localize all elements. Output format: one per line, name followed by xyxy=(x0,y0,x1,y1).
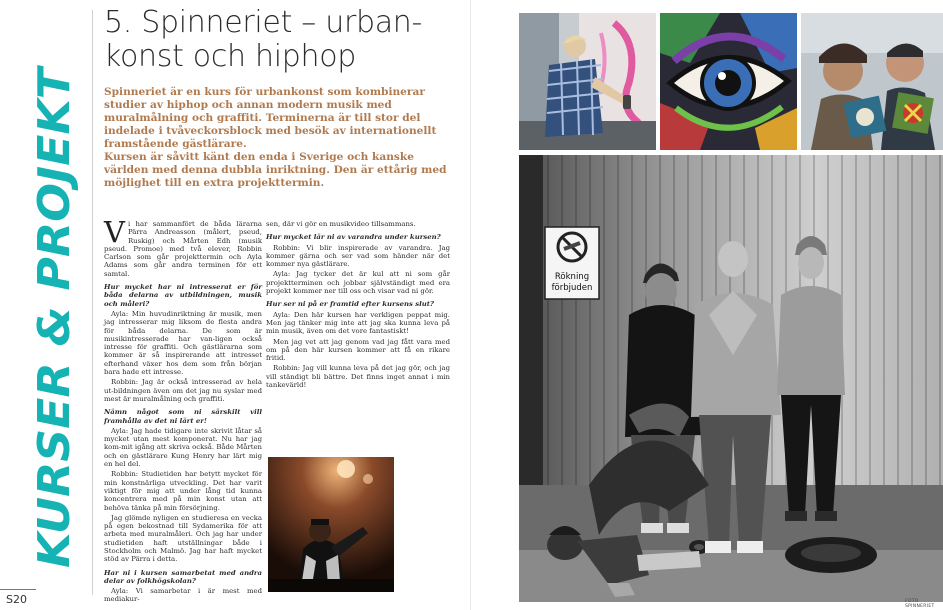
answer-5: Ayla: Den här kursen har verkligen peppat mig. Men jag tänker mig inte att jag ska kunna leva på min musik, även om det vore fantastiskt! xyxy=(266,310,450,336)
folio-rule xyxy=(0,589,36,590)
intro-paragraph xyxy=(104,215,262,278)
sign-line-2: förbjuden xyxy=(551,283,593,293)
graffiti-eye-photo xyxy=(660,13,797,150)
answer-2: Ayla: Jag hade tidigare inte skrivit låtar så mycket utan mest komponerat. Nu har jag kom-mit igång att skriva också. Både Mårten och en gästlärare Kung Henry har lärt mig en hel del. xyxy=(104,426,262,469)
answer-4b: Ayla: Jag tycker det är kul att ni som går projektterminen och jobbar självständigt med era projekt kommer ner till oss och visar vad ni gör. xyxy=(266,270,450,296)
concert-photo xyxy=(268,457,394,592)
graffiti-artist-photo xyxy=(519,13,656,150)
answer-5b: Men jag vet att jag genom vad jag fått vara med om på den här kursen kommer att få en rikare fritid. xyxy=(266,337,450,363)
column-rule xyxy=(92,10,93,595)
question-1: Hur mycket har ni intresserat er för båda delarna av utbildningen, musik och måleri? xyxy=(104,283,262,308)
answer-4: Robbin: Vi blir inspirerade av varandra. Jag kommer gärna och ser vad som händer när det kommer nya gästlärare. xyxy=(266,243,450,269)
body-column-2 xyxy=(266,220,450,391)
answer-1: Ayla: Min huvudinriktning är musik, men jag intresserar mig liksom de flesta andra för båda delarna. De som är musikintresserade har van-ligen också intresse för graffiti. Och gästlärarna som kommer är så inspirerande att intresset efterhand växer hos dem som från början bara hade ett intresse. xyxy=(104,309,262,377)
artists-with-records-photo xyxy=(801,13,943,150)
body-column-1 xyxy=(104,215,262,606)
right-page xyxy=(471,0,943,610)
section-label-graphic xyxy=(28,55,80,575)
lead-paragraph-1: Spinneriet är en kurs för urbankonst som kombinerar studier av hiphop och annan modern musik med muralmålning och graffiti. Terminerna är till stor del indelade i tvåveckorsblock med besök av internationellt framstående gästlärare. xyxy=(104,86,437,150)
answer-1b: Robbin: Jag är också intresserad av hela ut-bildningen även om det jag nu syslar med mest är muralmålning och graffiti. xyxy=(104,378,262,403)
page-number: S20 xyxy=(6,593,27,606)
question-2: Nämn något som ni särskilt vill framhålla av det ni lärt er! xyxy=(104,408,262,425)
photo-credit: FOTO SPINNERIET xyxy=(905,599,935,609)
left-page xyxy=(0,0,471,610)
section-label-text: KURSER & PROJEKT xyxy=(29,87,80,568)
question-4: Hur mycket lär ni av varandra under kursen? xyxy=(266,233,441,242)
question-5: Hur ser ni på er framtid efter kursens slut? xyxy=(266,300,434,309)
answer-2c: Jag glömde nyligen en studieresa en vecka på egen bekostnad till Sydamerika för att arbeta med muralmåleri. Och jag har under studietiden haft utställningar både i Stockholm och Malmö. Jag har haft mycket stöd av Pärra i detta. xyxy=(104,513,262,564)
lead-paragraph-2: Kursen är såvitt känt den enda i Sverige och kanske världen med denna dubbla inriktning. Den är ettårig med möjlighet till en extra projekttermin. xyxy=(104,151,447,189)
answer-2b: Robbin: Studietiden har betytt mycket för min konstnärliga utveckling. Det har varit viktigt för mig att under lång tid kunna koncentrera med på min konst utan att behöva tänka på min försörjning. xyxy=(104,470,262,512)
section-label xyxy=(28,55,80,575)
answer-3-continued: sen, där vi gör en musikvideo tillsammans. xyxy=(266,220,416,228)
drop-cap: V xyxy=(104,215,125,249)
group-portrait-photo xyxy=(519,155,943,602)
question-3: Har ni i kursen samarbetat med andra delar av folkhögskolan? xyxy=(104,568,262,585)
article-title: 5. Spinneriet – urban-konst och hiphop xyxy=(104,5,423,74)
article-lead xyxy=(104,86,454,190)
answer-5c: Robbin: Jag vill kunna leva på det jag gör, och jag vill ständigt bli bättre. Det finns inget annat i min tankevärld! xyxy=(266,364,450,390)
sign-line-1: Rökning xyxy=(554,272,590,282)
answer-3: Ayla: Vi samarbetar i är mest med mediakur- xyxy=(104,587,262,604)
intro-text: i har sammanfört de båda lärarna Pärra Andreasson (målert, pseud, Ruskig) och Mårten Edh (musik pseud. Promoe) med två elever, Robbin Carlson som går projekttermin och Ayla Adams som går andra terminen för ett samtal. xyxy=(104,220,262,278)
